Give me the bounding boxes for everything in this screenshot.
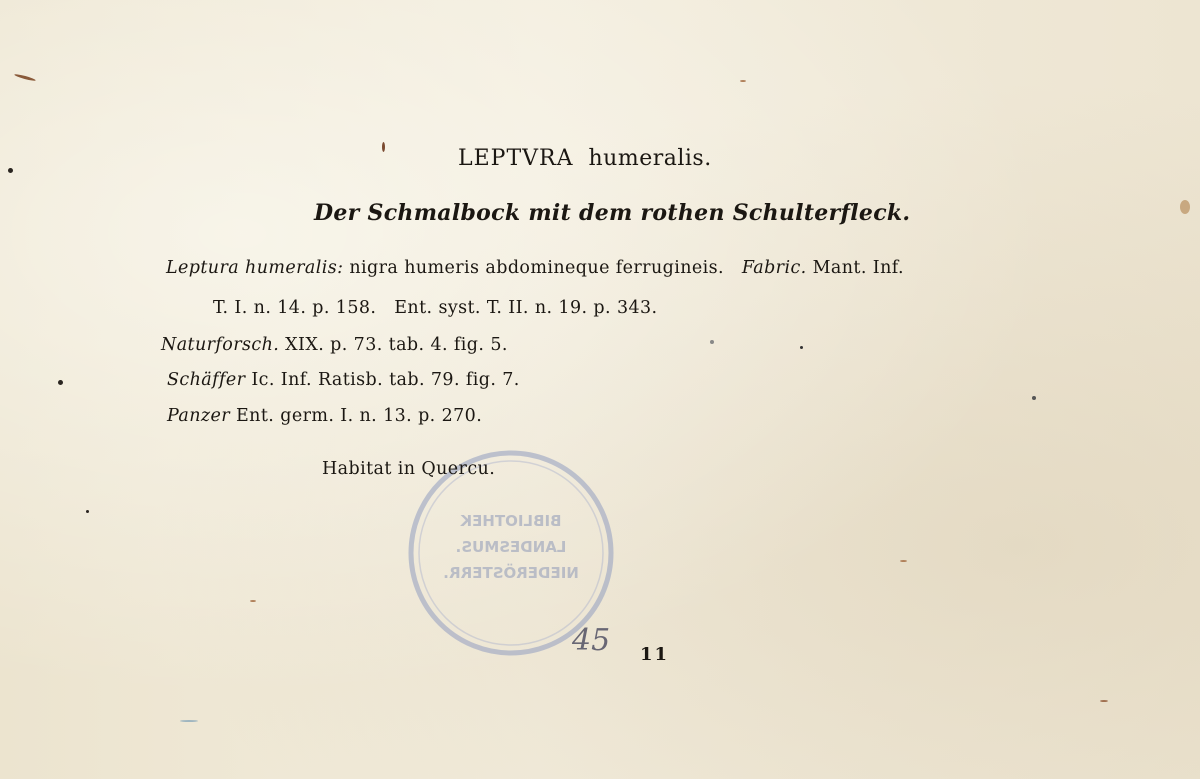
- reference-rest: Mant. Inf.: [806, 258, 904, 278]
- title-species: humeralis.: [588, 146, 712, 171]
- library-stamp: [404, 448, 618, 658]
- reference-text: T. I. n. 14. p. 158. Ent. syst. T. II. n. 19. p. 343.: [213, 298, 658, 318]
- reference-text: XIX. p. 73. tab. 4. fig. 5.: [279, 335, 508, 355]
- paper-speck: [14, 73, 36, 82]
- paper-speck: [1032, 396, 1036, 400]
- reference-text: Ent. germ. I. n. 13. p. 270.: [230, 406, 483, 426]
- paper-speck: [250, 600, 256, 602]
- paper-speck: [800, 346, 803, 349]
- paper-speck: [180, 720, 198, 722]
- stamp-annotation: 45: [572, 623, 611, 658]
- reference-line: [167, 370, 520, 390]
- reference-line: [213, 298, 658, 318]
- page-number: 11: [640, 644, 670, 665]
- reference-name: Naturforsch.: [161, 335, 280, 355]
- stamp-line-1: BIBLIOTHEK: [460, 512, 562, 530]
- paper-speck: [58, 380, 63, 385]
- reference-line: [167, 406, 482, 426]
- habitat-text: Habitat in Quercu.: [322, 459, 496, 479]
- reference-name: Panzer: [167, 406, 231, 426]
- title-genus: LEPTVRA: [458, 146, 574, 171]
- stamp-line-3: NIEDERÖSTERR.: [443, 564, 579, 582]
- paper-speck: [740, 80, 746, 82]
- page-title: [458, 146, 712, 171]
- paper-speck: [1100, 700, 1108, 702]
- paper-speck: [1180, 200, 1190, 214]
- reference-text: nigra humeris abdomineque ferrugineis.: [343, 258, 724, 278]
- paper-speck: [8, 168, 13, 173]
- reference-author: Fabric.: [741, 258, 807, 278]
- paper-speck: [86, 510, 89, 513]
- paper-speck: [710, 340, 714, 344]
- reference-line: [166, 258, 904, 278]
- reference-line: [161, 335, 508, 355]
- reference-name: Leptura humeralis:: [166, 258, 344, 278]
- stamp-line-2: LANDESMUS.: [455, 538, 567, 556]
- page-subtitle: Der Schmalbock mit dem rothen Schulterfleck.: [314, 200, 911, 226]
- paper-speck: [382, 142, 385, 152]
- reference-name: Schäffer: [167, 370, 246, 390]
- paper-speck: [900, 560, 907, 562]
- reference-text: Ic. Inf. Ratisb. tab. 79. fig. 7.: [245, 370, 520, 390]
